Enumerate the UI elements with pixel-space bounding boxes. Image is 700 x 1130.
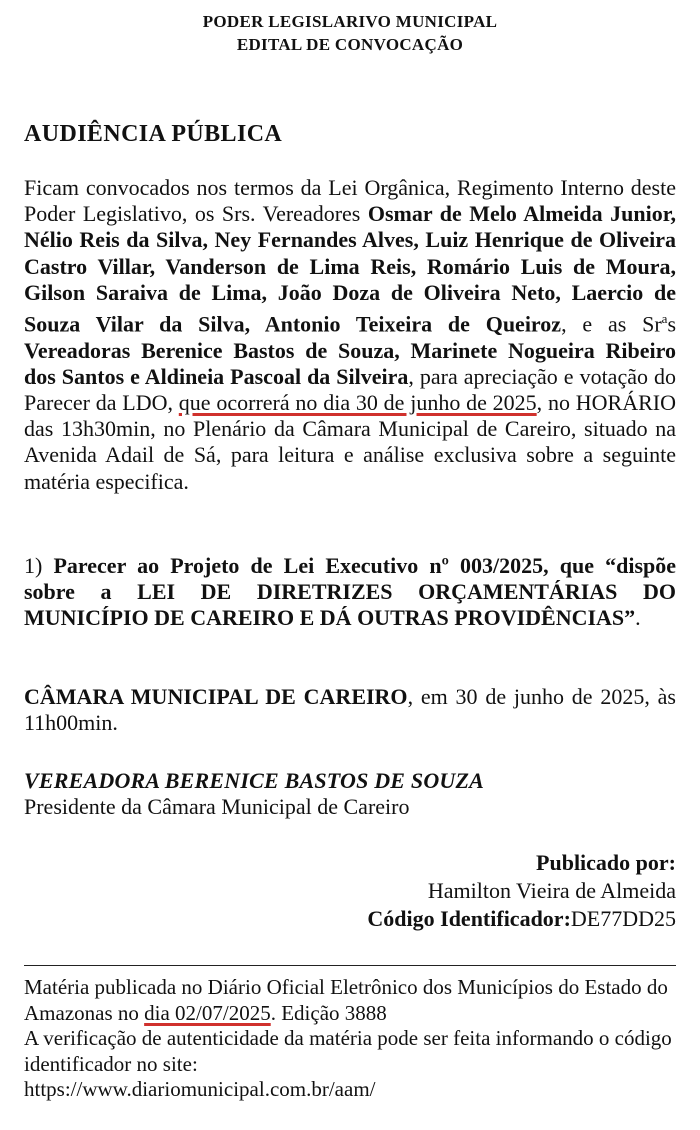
agenda-item-number: 1) bbox=[24, 553, 54, 578]
publication-footer bbox=[24, 975, 684, 1103]
closing-date: , em 30 de junho de 2025, às 11h00min. bbox=[24, 684, 676, 736]
footer-date-underlined: dia 02/07/2025 bbox=[144, 1000, 271, 1025]
footer-edition: . Edição 3888 bbox=[270, 1000, 387, 1025]
closing-paragraph bbox=[24, 684, 676, 736]
convocation-purpose: , para apreciação e votação do Parecer da LDO, bbox=[24, 363, 676, 415]
signatory-role: Presidente da Câmara Municipal de Careiro bbox=[24, 794, 410, 819]
footer-verification: A verificação de autenticidade da matéria pode ser feita informando o código identificador no site: bbox=[24, 1026, 672, 1076]
identifier-code-value: DE77DD25 bbox=[570, 906, 676, 931]
page-title: AUDIÊNCIA PÚBLICA bbox=[24, 121, 283, 147]
agenda-item-end: . bbox=[635, 605, 641, 631]
signature-block bbox=[24, 768, 484, 820]
footer-publication-info bbox=[24, 975, 684, 1026]
footer-text: Matéria publicada no Diário Oficial Eletrônico dos Municípios do Estado do Amazonas no bbox=[24, 975, 668, 1025]
published-by-label: Publicado por: bbox=[536, 850, 676, 875]
document-header bbox=[0, 10, 700, 56]
identifier-code-label: Código Identificador: bbox=[367, 906, 571, 931]
convocation-connector: , e as Sr bbox=[561, 311, 662, 337]
signatory-name: VEREADORA BERENICE BASTOS DE SOUZA bbox=[24, 768, 485, 793]
ordinal-superscript: a bbox=[661, 311, 668, 327]
footer-divider bbox=[24, 965, 676, 966]
chamber-name: CÂMARA MUNICIPAL DE CAREIRO bbox=[24, 684, 408, 709]
header-notice-type: EDITAL DE CONVOCAÇÃO bbox=[236, 35, 464, 54]
agenda-item bbox=[24, 553, 676, 632]
councilwomen-names: Vereadoras Berenice Bastos de Souza, Marinete Nogueira Ribeiro dos Santos e Aldineia Pascoal da Silveira bbox=[24, 337, 676, 389]
header-institution: PODER LEGISLARIVO MUNICIPAL bbox=[202, 12, 498, 31]
councilmen-names: Osmar de Melo Almeida Junior, Nélio Reis da Silva, Ney Fernandes Alves, Luiz Henrique de Oliveira Castro Villar, Vanderson de Lima Reis, Romário Luis de Moura, Gilson Saraiva de Lima, João Doza de Oliveira Neto, Laercio de Souza Vilar da Silva, Antonio Teixeira de Queiroz bbox=[24, 201, 676, 337]
publication-block bbox=[367, 849, 676, 933]
hearing-date-underlined: que ocorrerá no dia 30 de junho de 2025 bbox=[178, 389, 537, 415]
convocation-connector-end: s bbox=[667, 311, 676, 337]
agenda-item-text: Parecer ao Projeto de Lei Executivo nº 003/2025, que “dispõe sobre a LEI DE DIRETRIZES ORÇAMENTÁRIAS DO MUNICÍPIO DE CAREIRO E DÁ OUTRAS PROVIDÊNCIAS” bbox=[24, 553, 677, 631]
identifier-code-line bbox=[367, 905, 676, 933]
convocation-details: , no HORÁRIO das 13h30min, no Plenário da Câmara Municipal de Careiro, situado na Avenida Adail de Sá, para leitura e análise exclusiva sobre a seguinte matéria especifica. bbox=[24, 389, 676, 494]
convocation-intro: Ficam convocados nos termos da Lei Orgânica, Regimento Interno deste Poder Legislativo, os Srs. Vereadores bbox=[24, 175, 676, 227]
footer-url: https://www.diariomunicipal.com.br/aam/ bbox=[24, 1077, 376, 1101]
convocation-paragraph bbox=[24, 175, 676, 495]
publisher-name: Hamilton Vieira de Almeida bbox=[427, 878, 676, 903]
